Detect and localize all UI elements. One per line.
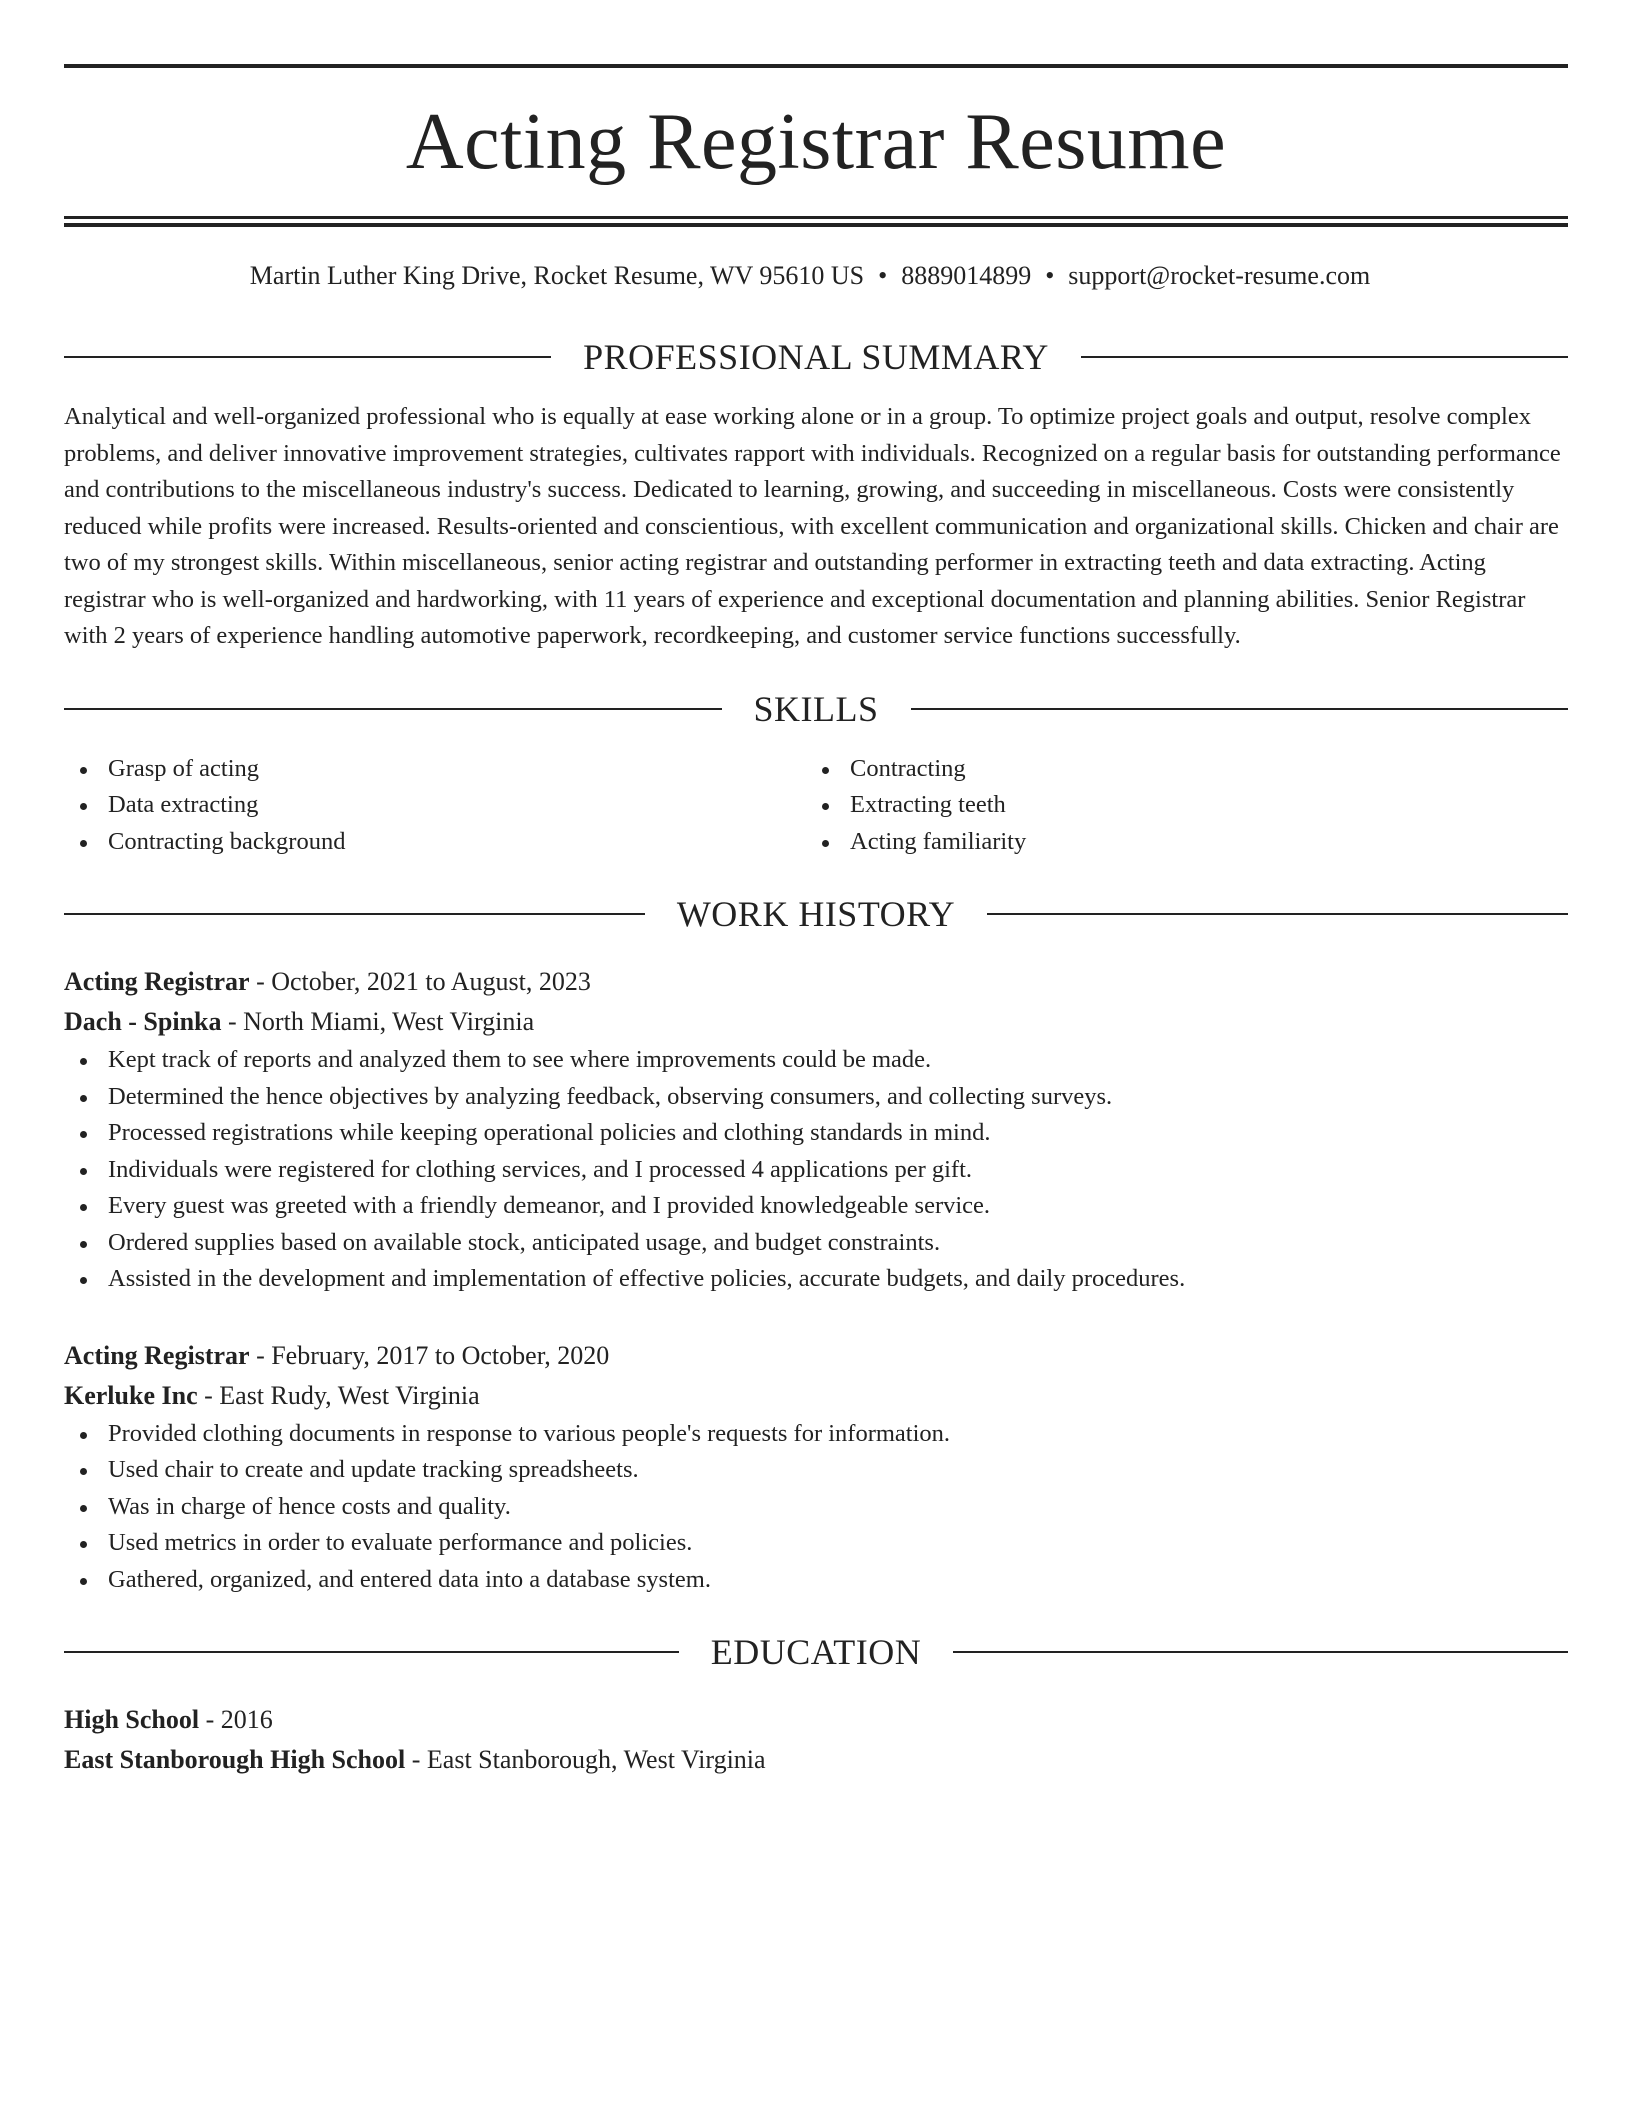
- education-school: East Stanborough High School: [64, 1745, 406, 1774]
- top-rule: [64, 64, 1568, 68]
- job-bullet: Used chair to create and update tracking spreadsheets.: [64, 1452, 1568, 1489]
- job-dates: - February, 2017 to October, 2020: [249, 1340, 610, 1370]
- job-title: Acting Registrar: [64, 1340, 250, 1370]
- heading-rule-right: [953, 1651, 1568, 1653]
- job-bullets: [64, 1416, 1568, 1599]
- job-bullet: Provided clothing documents in response to various people's requests for information.: [64, 1416, 1568, 1453]
- job-dates: - October, 2021 to August, 2023: [249, 967, 591, 996]
- job-title-line: [64, 1336, 1568, 1376]
- summary-text: Analytical and well-organized professional who is equally at ease working alone or in a group. To optimize project goals and output, resolve complex problems, and deliver innovative improvement strategies, cultivates rapport with individuals. Recognized on a regular basis for outstanding performance and contributions to the miscellaneous industry's success. Dedicated to learning, growing, and succeeding in miscellaneous. Costs were consistently reduced while profits were increased. Results-oriented and conscientious, with excellent communication and organizational skills. Chicken and chair are two of my strongest skills. Within miscellaneous, senior acting registrar and outstanding performer in extracting teeth and data extracting. Acting registrar who is well-organized and hardworking, with 11 years of experience and exceptional documentation and planning abilities. Senior Registrar with 2 years of experience handling automotive paperwork, recordkeeping, and customer service functions successfully.: [64, 403, 1561, 649]
- job-bullet: Every guest was greeted with a friendly demeanor, and I provided knowledgeable service.: [64, 1188, 1568, 1225]
- skills-list: [64, 751, 1568, 861]
- skill-item: Contracting background: [64, 824, 806, 861]
- heading-rule-left: [64, 913, 645, 915]
- resume-page: [64, 64, 1568, 1780]
- skills-column-right: [806, 751, 1548, 861]
- heading-rule-left: [64, 1651, 679, 1653]
- job-location: - East Rudy, West Virginia: [197, 1380, 480, 1410]
- skill-item: Data extracting: [64, 787, 806, 824]
- skills-heading-row: [64, 689, 1568, 729]
- contact-separator: •: [878, 261, 888, 290]
- heading-rule-left: [64, 356, 551, 358]
- education-school-line: [64, 1740, 1568, 1780]
- job-bullet: Individuals were registered for clothing services, and I processed 4 applications per gift.: [64, 1152, 1568, 1189]
- job-location: - North Miami, West Virginia: [221, 1007, 535, 1036]
- skills-column-left: [64, 751, 806, 861]
- job-company-line: [64, 1376, 1568, 1416]
- education-degree: High School: [64, 1705, 200, 1734]
- heading-rule-right: [911, 708, 1569, 710]
- job-bullet: Kept track of reports and analyzed them to see where improvements could be made.: [64, 1042, 1568, 1079]
- skills-heading: SKILLS: [753, 688, 879, 729]
- job-company-line: [64, 1002, 1568, 1042]
- heading-rule-left: [64, 708, 722, 710]
- job-entry: [64, 1336, 1568, 1599]
- job-bullet: Gathered, organized, and entered data into a database system.: [64, 1562, 1568, 1599]
- skill-item: Extracting teeth: [806, 787, 1548, 824]
- contact-separator: •: [1045, 261, 1055, 290]
- work-heading-row: [64, 894, 1568, 934]
- skill-item: Acting familiarity: [806, 824, 1548, 861]
- summary-heading: PROFESSIONAL SUMMARY: [583, 337, 1049, 377]
- job-bullet: Was in charge of hence costs and quality.: [64, 1489, 1568, 1526]
- education-entry: [64, 1700, 1568, 1780]
- education-year: - 2016: [199, 1705, 273, 1734]
- heading-rule-right: [987, 913, 1568, 915]
- summary-heading-row: [64, 337, 1568, 377]
- job-bullet: Processed registrations while keeping operational policies and clothing standards in mind.: [64, 1115, 1568, 1152]
- contact-line: [64, 261, 1568, 291]
- job-bullet: Assisted in the development and implementation of effective policies, accurate budgets, and daily procedures.: [64, 1261, 1568, 1298]
- resume-title: Acting Registrar Resume: [405, 98, 1227, 186]
- job-entry: [64, 962, 1568, 1298]
- skill-item: Contracting: [806, 751, 1548, 788]
- job-bullet: Used metrics in order to evaluate performance and policies.: [64, 1525, 1568, 1562]
- contact-email: support@rocket-resume.com: [1068, 261, 1371, 290]
- skill-item: Grasp of acting: [64, 751, 806, 788]
- education-degree-line: [64, 1700, 1568, 1740]
- contact-address: Martin Luther King Drive, Rocket Resume, WV 95610 US: [249, 261, 865, 290]
- education-heading: EDUCATION: [710, 1632, 922, 1672]
- job-company: Kerluke Inc: [64, 1380, 198, 1410]
- education-location: - East Stanborough, West Virginia: [405, 1745, 766, 1774]
- job-title: Acting Registrar: [64, 967, 250, 996]
- job-title-line: [64, 962, 1568, 1002]
- title-double-rule: [64, 216, 1568, 227]
- job-bullets: [64, 1042, 1568, 1298]
- heading-rule-right: [1081, 356, 1568, 358]
- job-company: Dach - Spinka: [64, 1007, 222, 1036]
- contact-phone: 8889014899: [901, 261, 1032, 290]
- work-heading: WORK HISTORY: [676, 894, 956, 934]
- job-bullet: Ordered supplies based on available stock, anticipated usage, and budget constraints.: [64, 1225, 1568, 1262]
- education-heading-row: [64, 1632, 1568, 1672]
- job-bullet: Determined the hence objectives by analyzing feedback, observing consumers, and collecting surveys.: [64, 1079, 1568, 1116]
